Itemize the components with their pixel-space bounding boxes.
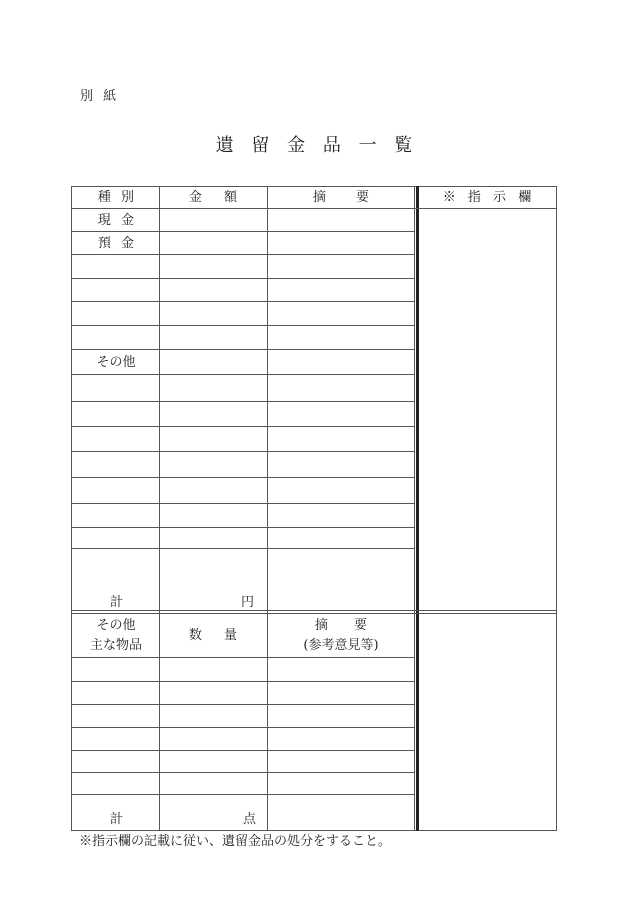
lower-header-kind-line2: 主な物品 [89, 638, 143, 653]
row-line [71, 426, 415, 427]
row-line [71, 681, 415, 682]
col-divider-1 [159, 186, 160, 831]
lower-header-summary-line1: 摘 要 [314, 618, 368, 633]
section-divider [71, 610, 557, 611]
row-line [71, 548, 415, 549]
row-line [71, 772, 415, 773]
row-line [71, 374, 415, 375]
row-line [71, 231, 415, 232]
col-header-kind: 種 別 [97, 190, 135, 205]
row-label-other: その他 [96, 355, 136, 370]
row-line [71, 325, 415, 326]
row-line [71, 301, 415, 302]
lower-total-unit: 点 [243, 812, 257, 827]
table-top-border [71, 186, 557, 187]
row-line [71, 401, 415, 402]
row-line [71, 527, 415, 528]
row-line [71, 254, 415, 255]
table-right-border [556, 186, 557, 831]
row-label-cash: 現 金 [97, 213, 135, 228]
col-header-instruction: ※ 指 示 欄 [442, 190, 532, 205]
col-header-summary: 摘 要 [312, 190, 370, 205]
section-divider [71, 613, 557, 614]
col-divider-3 [414, 186, 415, 831]
page-title: 遺 留 金 品 一 覧 [215, 135, 415, 156]
lower-header-bottom [71, 657, 415, 658]
row-line [71, 503, 415, 504]
lower-header-quantity: 数 量 [188, 628, 238, 643]
col-header-amount: 金 額 [188, 190, 238, 205]
row-line [71, 750, 415, 751]
lower-header-summary-line2: (参考意見等) [303, 638, 379, 653]
footnote: ※指示欄の記載に従い、遺留金品の処分をすること。 [79, 834, 392, 849]
row-line [71, 349, 415, 350]
row-line [71, 451, 415, 452]
upper-total-unit: 円 [241, 595, 255, 610]
row-line [71, 727, 415, 728]
row-label-deposit: 預 金 [97, 236, 135, 251]
lower-header-kind-line1: その他 [96, 618, 136, 633]
lower-total-label: 計 [110, 812, 124, 827]
row-line [71, 794, 415, 795]
row-line [71, 278, 415, 279]
header-row-bottom [71, 208, 557, 209]
attachment-label: 別 紙 [80, 89, 117, 104]
upper-total-label: 計 [110, 595, 124, 610]
table-bottom-border [71, 830, 557, 831]
col-divider-2 [267, 186, 268, 831]
row-line [71, 704, 415, 705]
table-left-border [71, 186, 72, 831]
row-line [71, 477, 415, 478]
instruction-divider [416, 186, 419, 831]
